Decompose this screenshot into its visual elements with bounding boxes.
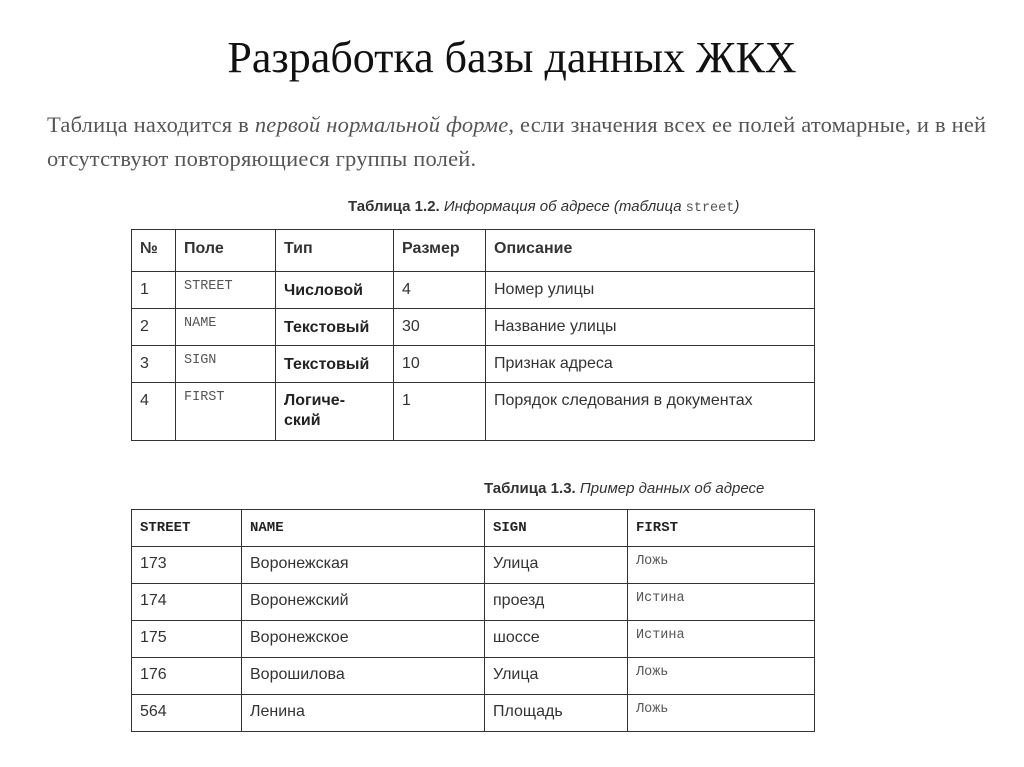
table2-caption-text: Пример данных об адресе [575, 480, 765, 497]
street-sign: проезд [485, 584, 628, 621]
street-first: Ложь [628, 695, 815, 732]
row-number: 4 [132, 383, 176, 441]
field-description: Название улицы [486, 309, 815, 346]
table-row [132, 346, 815, 383]
street-first: Истина [628, 621, 815, 658]
table-row [132, 658, 815, 695]
table-row [132, 584, 815, 621]
row-number: 1 [132, 272, 176, 309]
table1-caption [348, 198, 739, 216]
field-name: STREET [176, 272, 276, 309]
page-title: Разработка базы данных ЖКХ [227, 33, 797, 82]
column-header-type: Тип [276, 230, 394, 272]
table-row [132, 547, 815, 584]
field-size: 4 [394, 272, 486, 309]
table2-caption-label: Таблица 1.3. [484, 480, 576, 497]
column-header-name: NAME [242, 510, 485, 547]
column-header-street: STREET [132, 510, 242, 547]
column-header-sign: SIGN [485, 510, 628, 547]
column-header-number: № [132, 230, 176, 272]
row-number: 2 [132, 309, 176, 346]
street-sign: Улица [485, 658, 628, 695]
intro-text-start: Таблица находится в [47, 112, 255, 137]
row-number: 3 [132, 346, 176, 383]
table-row [132, 272, 815, 309]
table1-caption-end: ) [734, 198, 740, 215]
street-sign: Улица [485, 547, 628, 584]
column-header-first: FIRST [628, 510, 815, 547]
intro-paragraph [47, 108, 997, 176]
column-header-description: Описание [486, 230, 815, 272]
field-type [276, 383, 394, 441]
table-header-row [132, 510, 815, 547]
field-description: Номер улицы [486, 272, 815, 309]
field-type-line1: Логиче- [284, 392, 346, 409]
field-description: Порядок следования в документах [486, 383, 815, 441]
table-row [132, 309, 815, 346]
street-first: Ложь [628, 547, 815, 584]
field-name: NAME [176, 309, 276, 346]
field-description: Признак адреса [486, 346, 815, 383]
column-header-field: Поле [176, 230, 276, 272]
column-header-size: Размер [394, 230, 486, 272]
field-type: Текстовый [276, 346, 394, 383]
field-type: Текстовый [276, 309, 394, 346]
street-name: Воронежская [242, 547, 485, 584]
table1-caption-code: street [685, 201, 735, 216]
field-type-line2: ский [284, 412, 321, 429]
table1-caption-label: Таблица 1.2. [348, 198, 440, 215]
street-name: Воронежский [242, 584, 485, 621]
table-row [132, 695, 815, 732]
field-info-table [131, 229, 815, 441]
table-row [132, 621, 815, 658]
street-first: Ложь [628, 658, 815, 695]
field-type: Числовой [276, 272, 394, 309]
street-name: Ленина [242, 695, 485, 732]
table-header-row [132, 230, 815, 272]
field-size: 30 [394, 309, 486, 346]
street-sign: Площадь [485, 695, 628, 732]
street-number: 173 [132, 547, 242, 584]
field-name: FIRST [176, 383, 276, 441]
street-first: Истина [628, 584, 815, 621]
street-name: Воронежское [242, 621, 485, 658]
street-number: 564 [132, 695, 242, 732]
street-number: 176 [132, 658, 242, 695]
field-size: 10 [394, 346, 486, 383]
field-size: 1 [394, 383, 486, 441]
street-number: 174 [132, 584, 242, 621]
street-number: 175 [132, 621, 242, 658]
street-sign: шоссе [485, 621, 628, 658]
intro-emphasis: первой нормальной форме [254, 112, 509, 137]
street-name: Ворошилова [242, 658, 485, 695]
intro-text-end: , если значения всех ее полей атомарные, и в ней отсутствуют повторяющиеся группы полей. [47, 112, 987, 171]
table2-caption [484, 480, 764, 497]
table-row [132, 383, 815, 441]
table1-caption-text: Информация об адресе (таблица [439, 198, 686, 215]
field-name: SIGN [176, 346, 276, 383]
address-data-table [131, 509, 815, 732]
